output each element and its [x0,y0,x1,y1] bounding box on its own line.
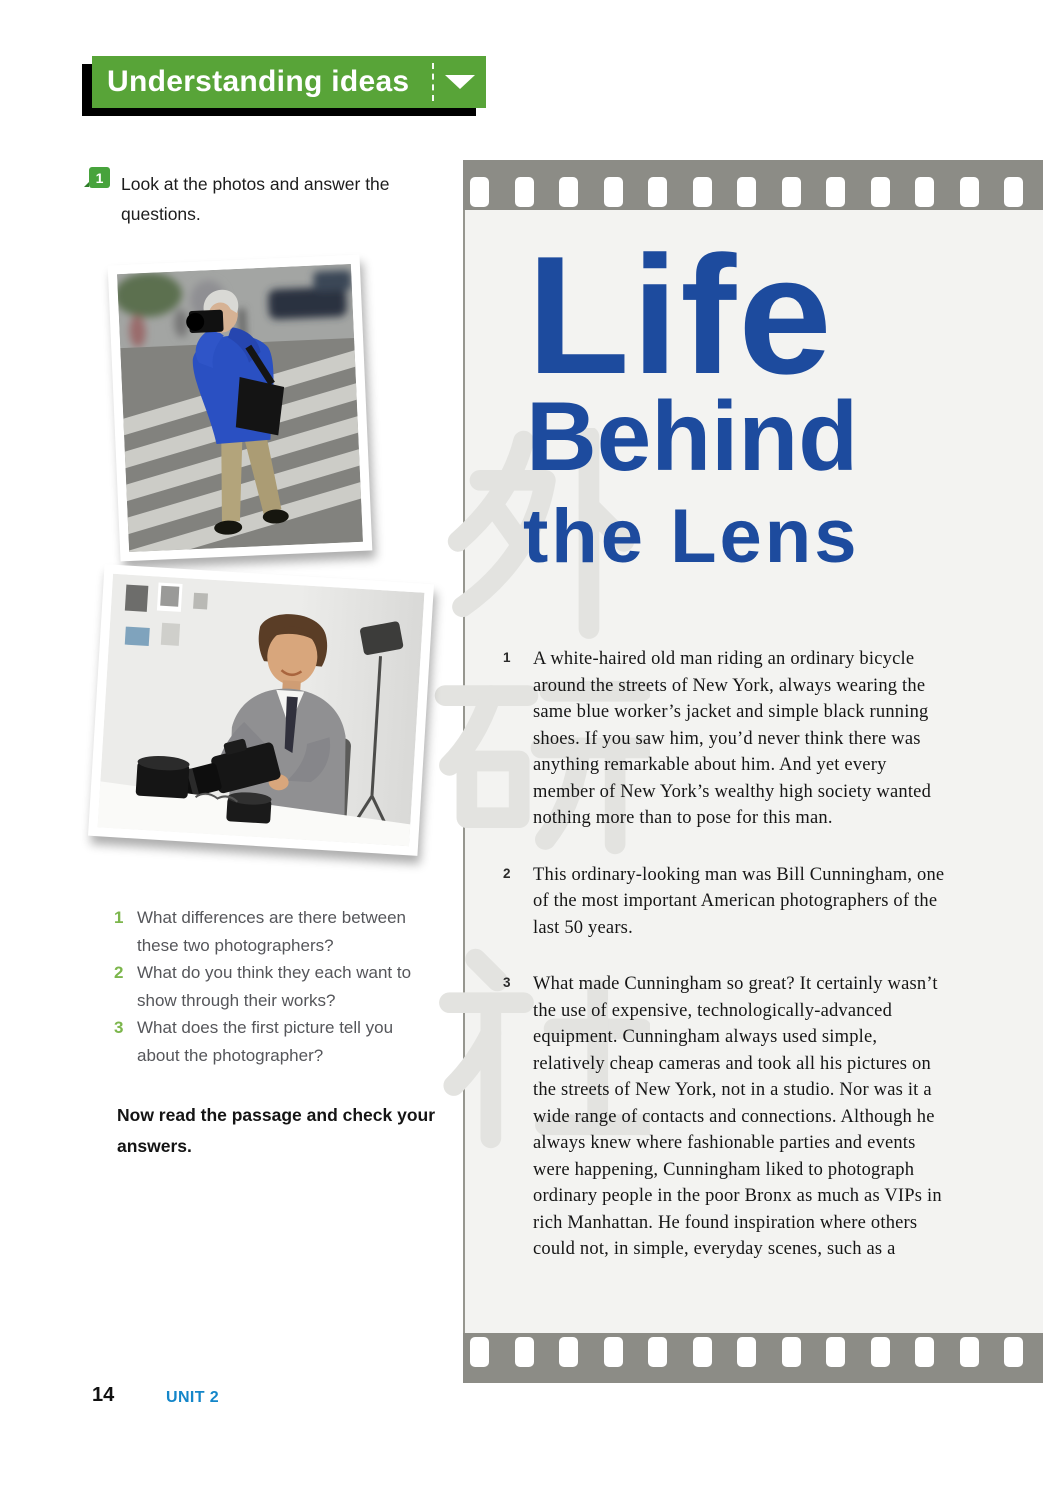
photo-old-photographer [108,255,373,562]
passage-title-line-1: Life [527,221,834,409]
sprocket-hole [915,1337,934,1367]
sprocket-hole [470,1337,489,1367]
sprocket-hole [915,177,934,207]
photo-old-photographer-image [117,264,363,552]
sprocket-hole [737,177,756,207]
film-strip-top-band [463,160,1043,210]
sprocket-hole [1004,1337,1023,1367]
question-text: What does the first picture tell you about the photographer? [137,1018,394,1065]
sprocket-hole [960,177,979,207]
question-number: 1 [114,908,124,927]
question-text: What differences are there between these two photographers? [137,908,407,955]
sprocket-hole [559,177,578,207]
sprocket-hole [693,177,712,207]
sprocket-hole [648,1337,667,1367]
paragraph-text: This ordinary-looking man was Bill Cunningham, one of the most important American photographers of the last 50 years. [533,864,945,938]
sprocket-hole [648,177,667,207]
photo-young-photographer [88,564,434,856]
passage-body [503,646,951,1293]
chevron-down-icon [445,75,475,89]
film-strip-bottom-band [463,1333,1043,1383]
banner-arrow-box [432,63,486,101]
question-number: 3 [114,1018,124,1037]
passage-paragraph [503,971,951,1263]
sprocket-hole [1004,177,1023,207]
sprocket-hole [559,1337,578,1367]
unit-label: UNIT 2 [166,1389,220,1406]
question-list [114,904,454,1069]
question-item [114,1014,454,1069]
sprocket-hole [826,1337,845,1367]
section-banner [92,56,486,108]
sprocket-hole [737,1337,756,1367]
question-item [114,959,454,1014]
activity-number-badge: 1 [89,167,110,188]
paragraph-text: A white-haired old man riding an ordinary bicycle around the streets of New York, always wearing the same blue worker’s jacket and simple black running shoes. If you saw him, you’d never think there was anything remarkable about him. And yet every member of New York’s wealthy high society wanted nothing more than to pose for this man. [533,649,932,828]
sprocket-hole [782,1337,801,1367]
sprocket-hole [604,1337,623,1367]
photo-young-photographer-image [98,574,425,847]
passage-paragraph [503,862,951,942]
paragraph-number: 1 [503,650,511,665]
section-title: Understanding ideas [107,65,410,98]
sprocket-hole [871,1337,890,1367]
activity-instruction: Look at the photos and answer the questions. [121,174,390,224]
page-number: 14 [92,1384,115,1406]
sprocket-hole [826,177,845,207]
sprocket-hole [515,1337,534,1367]
sprocket-hole [470,177,489,207]
sprocket-hole [515,177,534,207]
passage-paragraph [503,646,951,832]
passage-title-line-3: the Lens [523,494,860,579]
sprocket-hole [871,177,890,207]
sprocket-hole [960,1337,979,1367]
passage-title-line-2: Behind [526,381,859,491]
question-number: 2 [114,963,124,982]
sprocket-hole [693,1337,712,1367]
paragraph-number: 3 [503,975,511,990]
sprocket-hole [782,177,801,207]
question-text: What do you think they each want to show through their works? [137,963,412,1010]
follow-up-instruction: Now read the passage and check your answers. [117,1105,436,1156]
paragraph-text: What made Cunningham so great? It certainly wasn’t the use of expensive, technologically-advanced equipment. Cunningham always used simple, relatively cheap cameras and took all his pictures on the streets of New York, not in a studio. Nor was it a wide range of contacts and connections. Although he always knew where fashionable parties and events were happening, Cunningham liked to photograph ordinary people in the poor Bronx as much as VIPs in rich Manhattan. He found inspiration where others could not, in simple, everyday scenes, such as a [533,974,942,1259]
paragraph-number: 2 [503,865,511,881]
sprocket-hole [604,177,623,207]
question-item [114,904,454,959]
